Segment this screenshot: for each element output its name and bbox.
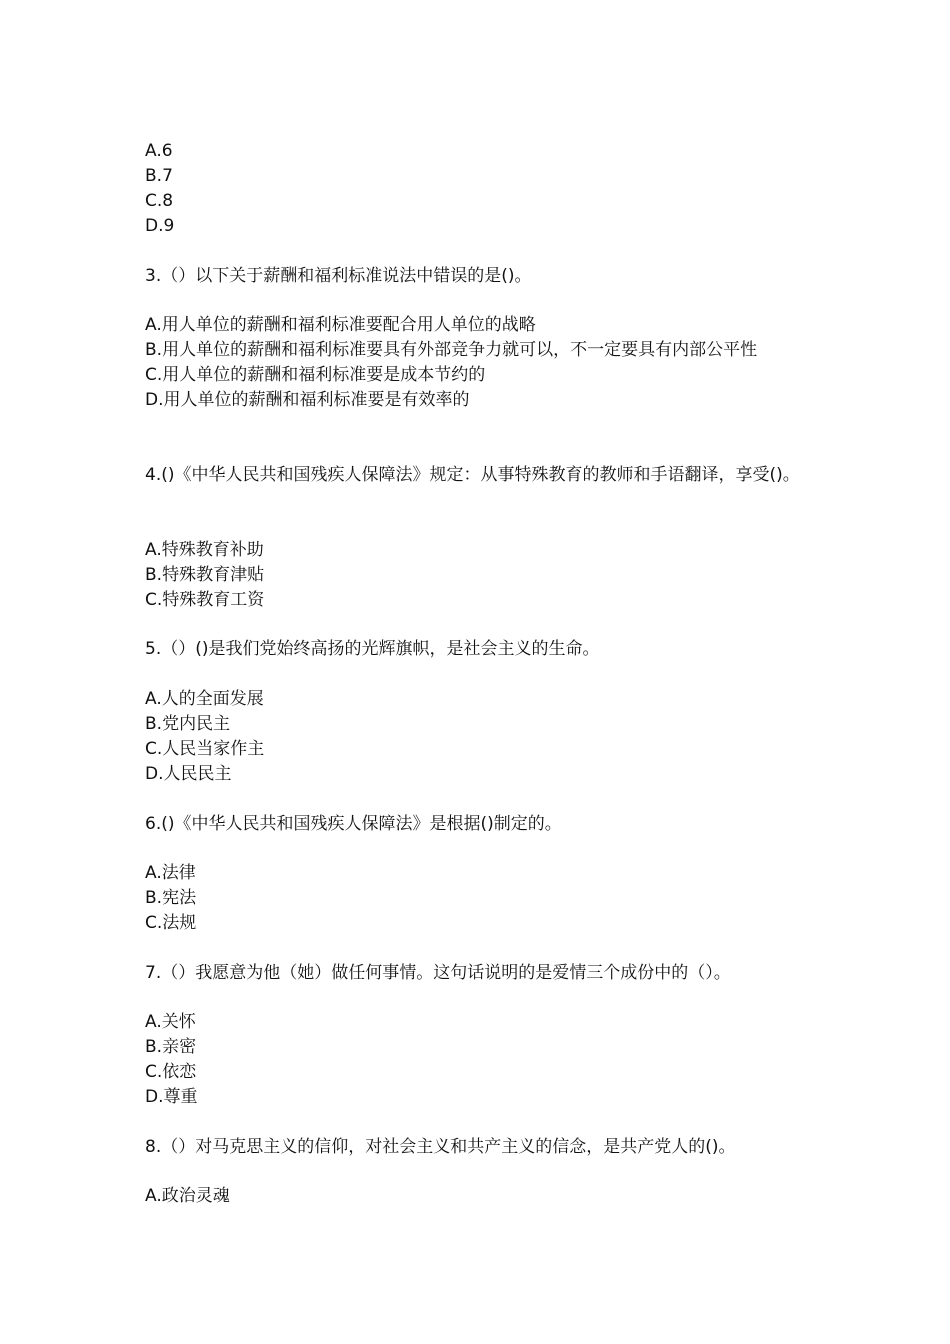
question-4-options — [145, 538, 825, 613]
question-8-options — [145, 1184, 825, 1209]
option-4c: C.特殊教育工资 — [145, 590, 265, 610]
option-3b: B.用人单位的薪酬和福利标准要具有外部竞争力就可以，不一定要具有内部公平性 — [145, 340, 758, 360]
option-5d: D.人民民主 — [145, 764, 232, 784]
option-4a: A.特殊教育补助 — [145, 540, 264, 560]
question-8-stem: 8.（）对马克思主义的信仰，对社会主义和共产主义的信念，是共产党人的()。 — [145, 1137, 736, 1157]
option-5b: B.党内民主 — [145, 714, 231, 734]
option-3d: D.用人单位的薪酬和福利标准要是有效率的 — [145, 390, 470, 410]
question-7-stem: 7.（）我愿意为他（她）做任何事情。这句话说明的是爱情三个成份中的（）。 — [145, 963, 731, 983]
option-7d: D.尊重 — [145, 1087, 198, 1107]
question-5-stem: 5.（）()是我们党始终高扬的光辉旗帜，是社会主义的生命。 — [145, 639, 600, 659]
option-2d: D.9 — [145, 216, 175, 236]
option-7c: C.依恋 — [145, 1062, 197, 1082]
question-2-options — [145, 139, 825, 239]
option-6c: C.法规 — [145, 913, 197, 933]
option-7a: A.关怀 — [145, 1012, 196, 1032]
question-6-options — [145, 861, 825, 936]
option-2c: C.8 — [145, 191, 174, 211]
option-2a: A.6 — [145, 141, 173, 161]
question-6-stem: 6.()《中华人民共和国残疾人保障法》是根据()制定的。 — [145, 814, 562, 834]
question-3-options — [145, 313, 825, 413]
option-8a: A.政治灵魂 — [145, 1186, 230, 1206]
option-6a: A.法律 — [145, 863, 196, 883]
option-6b: B.宪法 — [145, 888, 197, 908]
question-5-options — [145, 687, 825, 787]
question-4-stem: 4.()《中华人民共和国残疾人保障法》规定：从事特殊教育的教师和手语翻译，享受()。 — [145, 465, 800, 485]
option-4b: B.特殊教育津贴 — [145, 565, 265, 585]
option-7b: B.亲密 — [145, 1037, 197, 1057]
option-5c: C.人民当家作主 — [145, 739, 265, 759]
question-3-stem: 3.（）以下关于薪酬和福利标准说法中错误的是()。 — [145, 266, 532, 286]
question-7-options — [145, 1010, 825, 1110]
option-2b: B.7 — [145, 166, 173, 186]
option-3c: C.用人单位的薪酬和福利标准要是成本节约的 — [145, 365, 486, 385]
option-3a: A.用人单位的薪酬和福利标准要配合用人单位的战略 — [145, 315, 536, 335]
option-5a: A.人的全面发展 — [145, 689, 264, 709]
